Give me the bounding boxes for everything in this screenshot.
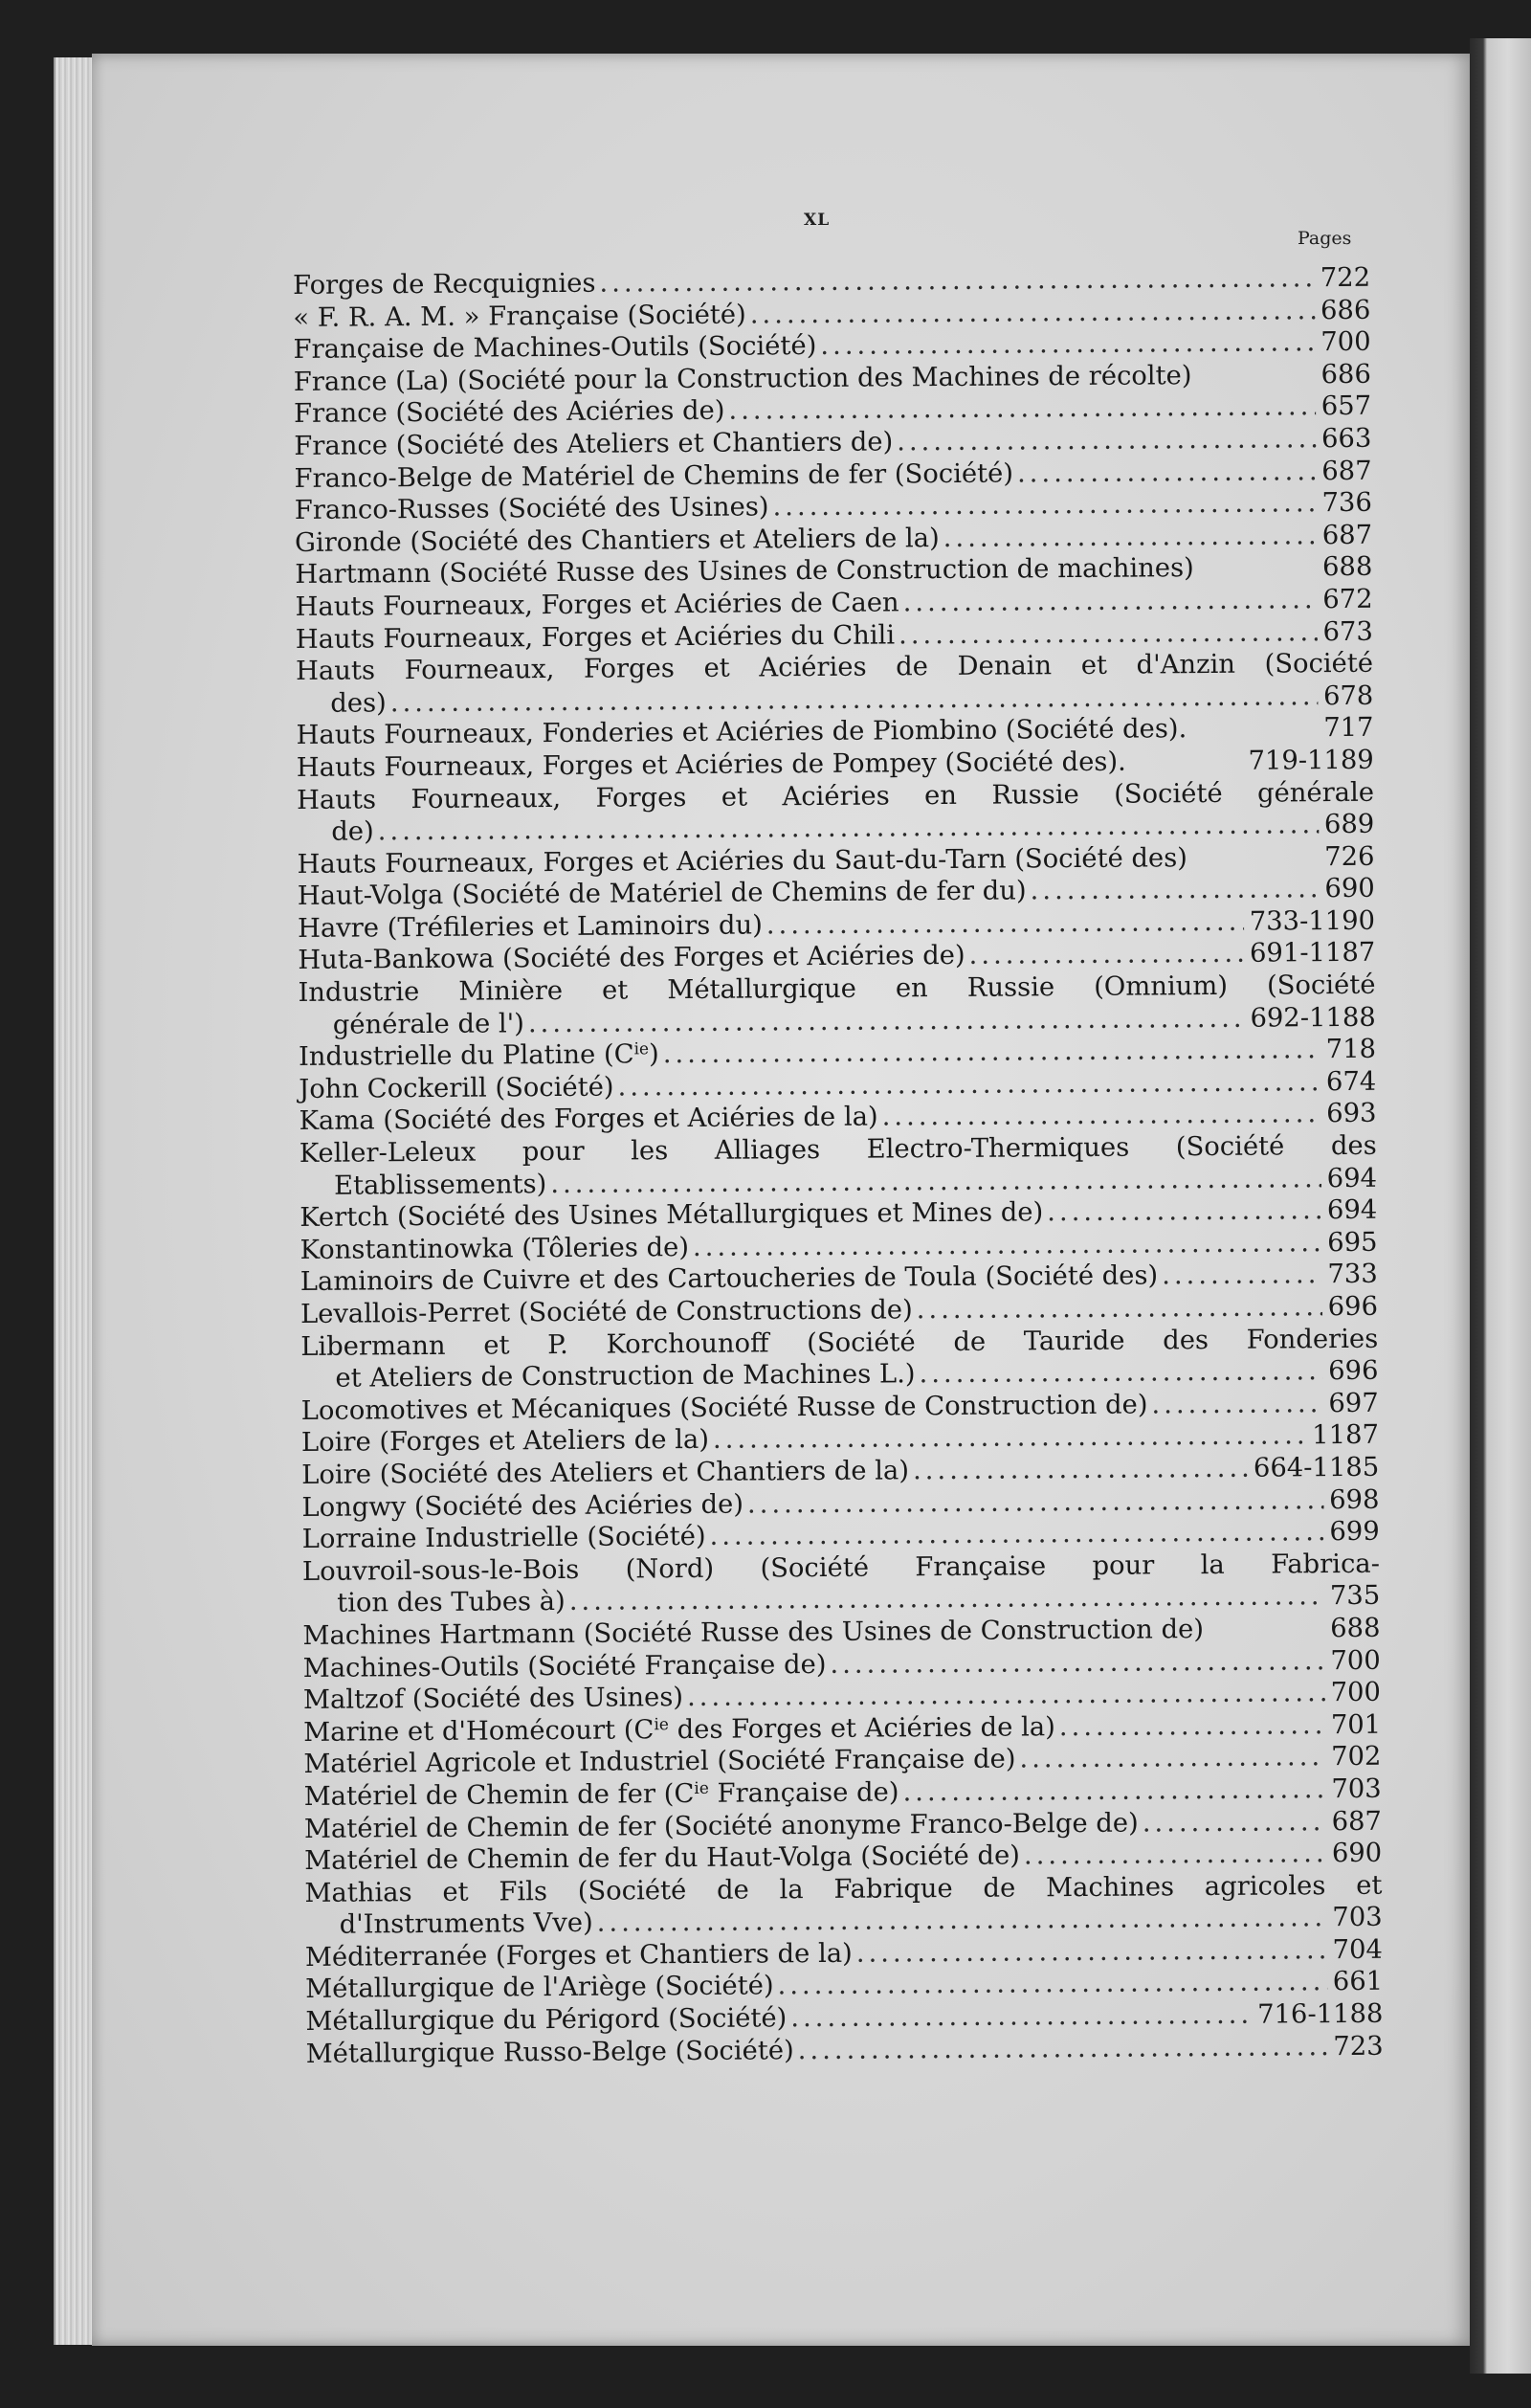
entry-pages: 686 — [1320, 359, 1371, 390]
entry-name: Locomotives et Mécaniques (Société Russe de Construction de) — [300, 1390, 1148, 1426]
entry-name: Huta-Bankowa (Société des Forges et Aciéries de) — [298, 941, 965, 976]
entry-superscript: ie — [694, 1778, 709, 1798]
dot-leader — [1059, 1709, 1325, 1744]
entry-name — [299, 1038, 659, 1073]
dot-leader — [777, 1967, 1327, 2003]
entry-pages: 687 — [1331, 1806, 1383, 1837]
dot-leader — [899, 616, 1318, 652]
entry-pages: 700 — [1330, 1645, 1381, 1676]
dot-leader — [1017, 456, 1317, 490]
index-entry — [296, 648, 1373, 720]
index-entry — [302, 1548, 1380, 1619]
entry-name: Française de Machines-Outils (Société) — [293, 331, 817, 366]
entry-pages: 661 — [1332, 1967, 1384, 1997]
index-entry — [300, 1130, 1377, 1202]
entry-pages: 722 — [1320, 262, 1371, 294]
entry-name: Hauts Fourneaux, Forges et Aciéries du Saut-du-Tarn (Société des) — [297, 842, 1188, 880]
entry-name — [304, 1776, 899, 1813]
entry-name: Loire (Société des Ateliers et Chantiers de la) — [301, 1456, 910, 1490]
entry-pages: 699 — [1329, 1516, 1380, 1548]
dot-leader — [1143, 1806, 1326, 1839]
entry-pages: 703 — [1332, 1902, 1383, 1933]
dot-leader — [687, 1677, 1325, 1713]
entry-pages: 701 — [1330, 1709, 1382, 1740]
entry-pages: 674 — [1325, 1066, 1377, 1097]
entry-pages: 700 — [1330, 1677, 1382, 1708]
entry-name: Loire (Forges et Ateliers de la) — [300, 1425, 710, 1459]
dot-leader — [747, 1484, 1323, 1521]
index-list — [293, 262, 1384, 2070]
entry-pages: 703 — [1331, 1773, 1382, 1804]
dot-leader — [728, 391, 1316, 428]
entry-pages: 694 — [1326, 1194, 1378, 1226]
entry-name-line2: d'Instruments Vve) — [339, 1908, 593, 1940]
entry-name: Hauts Fourneaux, Forges et Aciéries de Caen — [295, 588, 899, 622]
entry-name-part: Française de) — [708, 1777, 899, 1809]
entry-pages: 657 — [1320, 391, 1372, 422]
entry-pages: 687 — [1321, 520, 1373, 550]
entry-name: Machines-Outils (Société Française de) — [302, 1649, 827, 1683]
dot-leader — [798, 2031, 1328, 2067]
entry-pages: 723 — [1333, 2031, 1384, 2062]
entry-name: Matériel de Chemin de fer du Haut-Volga (Société de) — [304, 1840, 1021, 1877]
entry-name-line2: de) — [331, 816, 374, 847]
entry-name: Haut-Volga (Société de Matériel de Chemins de fer du) — [297, 876, 1027, 912]
entry-name: Kertch (Société des Usines Métallurgiques et Mines de) — [300, 1197, 1044, 1234]
entry-name: Forges de Recquignies — [293, 268, 596, 301]
entry-pages: 693 — [1326, 1099, 1377, 1129]
entry-name-part: Marine et d'Homécourt (C — [303, 1714, 655, 1748]
entry-name-line1: Mathias et Fils (Société de la Fabrique de Machines agricoles et — [304, 1870, 1383, 1908]
dot-leader — [663, 1034, 1320, 1071]
entry-pages: 736 — [1321, 487, 1372, 519]
dot-leader — [1162, 1260, 1322, 1293]
dot-leader — [913, 1453, 1248, 1487]
entry-name: Levallois-Perret (Société de Constructions de) — [300, 1295, 913, 1329]
entry-name-line2: des) — [330, 688, 387, 719]
dot-leader — [917, 1291, 1322, 1327]
dot-leader — [569, 1580, 1324, 1617]
entry-pages: 664-1185 — [1253, 1452, 1380, 1483]
entry-pages: 698 — [1329, 1484, 1380, 1515]
entry-pages: 672 — [1322, 584, 1373, 615]
entry-name — [303, 1711, 1055, 1749]
entry-pages: 691-1187 — [1249, 938, 1376, 970]
entry-name: Konstantinowka (Tôleries de) — [300, 1232, 690, 1265]
entry-name: Hartmann (Société Russe des Usines de Construction de machines) — [295, 553, 1194, 591]
entry-pages: 697 — [1328, 1388, 1379, 1418]
entry-name: Machines Hartmann (Société Russe des Usines de Construction de) — [302, 1614, 1205, 1651]
dot-leader — [830, 1645, 1324, 1681]
entry-name-part: Matériel de Chemin de fer (C — [303, 1778, 695, 1812]
dot-leader — [617, 1066, 1320, 1104]
dot-leader — [599, 262, 1315, 300]
dot-leader — [903, 584, 1318, 619]
entry-name: Hauts Fourneaux, Forges et Aciéries du Chili — [295, 619, 896, 655]
entry-name-line1: Keller-Leleux pour les Alliages Electro-Thermiques (Société des — [299, 1130, 1377, 1170]
entry-name: Laminoirs de Cuivre et des Cartoucheries de Toula (Société des) — [300, 1260, 1159, 1298]
entry-pages: 702 — [1331, 1742, 1382, 1773]
index-entry — [297, 776, 1374, 848]
dot-leader — [709, 1516, 1323, 1552]
entry-name-line1: Industrie Minière et Métallurgique en Russie (Omnium) (Société — [298, 970, 1376, 1009]
facing-page-edge — [1470, 38, 1531, 2374]
entry-name-line2: tion des Tubes à) — [337, 1587, 566, 1619]
entry-pages: 716-1188 — [1257, 1998, 1384, 2030]
entry-name: France (Société des Aciéries de) — [293, 396, 725, 430]
entry-pages: 735 — [1329, 1581, 1381, 1612]
entry-name: Maltzof (Société des Usines) — [302, 1683, 684, 1716]
dot-leader — [1019, 1741, 1325, 1775]
dot-leader — [1024, 1838, 1326, 1872]
dot-leader — [528, 1002, 1245, 1039]
entry-name-part: Industrielle du Platine (C — [298, 1039, 634, 1073]
entry-name: France (La) (Société pour la Construction des Machines de récolte) — [293, 360, 1192, 397]
dot-leader — [902, 1773, 1325, 1809]
entry-name: Franco-Russes (Société des Usines) — [294, 492, 769, 526]
dot-leader — [766, 906, 1244, 942]
entry-pages: 686 — [1320, 295, 1371, 325]
entry-pages: 690 — [1331, 1838, 1383, 1869]
entry-name-line2: générale de l') — [332, 1008, 525, 1040]
entry-pages: 718 — [1325, 1034, 1377, 1065]
entry-name: « F. R. A. M. » Française (Société) — [293, 300, 746, 333]
pages-column-label: Pages — [1298, 228, 1352, 249]
entry-name: Gironde (Société des Chantiers et Ateliers de la) — [294, 523, 940, 558]
entry-name-part: ) — [648, 1039, 659, 1070]
entry-pages: 689 — [1323, 809, 1375, 840]
dot-leader — [919, 1355, 1322, 1391]
dot-leader — [820, 326, 1315, 362]
dot-leader — [597, 1902, 1327, 1939]
entry-superscript: ie — [654, 1714, 669, 1734]
entry-pages: 696 — [1328, 1355, 1379, 1387]
entry-pages: 700 — [1320, 326, 1371, 358]
entry-pages: 688 — [1321, 552, 1373, 583]
dot-leader — [713, 1420, 1307, 1457]
dot-leader — [968, 938, 1244, 972]
dot-leader — [693, 1227, 1321, 1263]
entry-name: Métallurgique de l'Ariège (Société) — [305, 1971, 774, 2005]
entry-name-line2: et Ateliers de Construction de Machines L.) — [335, 1359, 916, 1394]
entry-pages: 696 — [1327, 1291, 1379, 1323]
entry-pages: 692-1188 — [1250, 1002, 1376, 1034]
index-entry — [298, 970, 1375, 1041]
entry-pages: 733 — [1327, 1260, 1378, 1290]
entry-name: Hauts Fourneaux, Fonderies et Aciéries de Piombino (Société des). — [296, 714, 1187, 751]
entry-pages: 688 — [1330, 1613, 1381, 1644]
dot-leader — [1030, 873, 1319, 907]
entry-pages: 726 — [1324, 841, 1375, 872]
entry-name: Kama (Société des Forges et Aciéries de la) — [299, 1102, 878, 1137]
dot-leader — [772, 487, 1316, 524]
entry-name-line1: Hauts Fourneaux, Forges et Aciéries de Denain et d'Anzin (Société — [295, 648, 1374, 687]
dot-leader — [790, 1999, 1252, 2035]
entry-name-line2: Etablissements) — [333, 1169, 547, 1201]
index-entry — [300, 1323, 1378, 1394]
entry-name: Hauts Fourneaux, Forges et Aciéries de Pompey (Société des). — [296, 747, 1126, 783]
entry-pages: 690 — [1324, 874, 1375, 904]
entry-pages: 717 — [1323, 713, 1374, 744]
entry-pages: 687 — [1321, 456, 1372, 486]
dot-leader — [1151, 1388, 1322, 1421]
entry-name: John Cockerill (Société) — [299, 1072, 614, 1104]
entry-pages: 678 — [1322, 680, 1374, 711]
entry-pages: 704 — [1332, 1934, 1384, 1965]
entry-name: Franco-Belge de Matériel de Chemins de fer (Société) — [294, 458, 1014, 494]
dot-leader — [882, 1099, 1321, 1134]
entry-name: Métallurgique Russo-Belge (Société) — [305, 2035, 794, 2069]
entry-pages: 663 — [1320, 423, 1372, 455]
entry-pages: 695 — [1327, 1227, 1378, 1258]
dot-leader — [856, 1934, 1327, 1970]
entry-superscript: ie — [633, 1039, 650, 1059]
entry-name: Matériel de Chemin de fer (Société anonyme Franco-Belge de) — [303, 1808, 1139, 1844]
entry-pages: 673 — [1322, 616, 1373, 647]
entry-name: Matériel Agricole et Industriel (Société Française de) — [303, 1744, 1016, 1780]
entry-name-line1: Louvroil-sous-le-Bois (Nord) (Société Française pour la Fabrica- — [301, 1549, 1381, 1587]
entry-pages: 694 — [1326, 1163, 1378, 1193]
entry-name-line1: Libermann et P. Korchounoff (Société de Tauride des Fonderies — [300, 1324, 1379, 1362]
entry-name: Métallurgique du Périgord (Société) — [305, 2003, 788, 2038]
entry-name: Lorraine Industrielle (Société) — [301, 1522, 706, 1555]
index-entry — [304, 1869, 1382, 1941]
entry-name: France (Société des Ateliers et Chantiers de) — [294, 427, 894, 461]
entry-name: Longwy (Société des Aciéries de) — [301, 1489, 744, 1523]
dot-leader — [943, 520, 1317, 554]
entry-name: Méditerranée (Forges et Chantiers de la) — [304, 1938, 853, 1973]
dot-leader — [1047, 1194, 1321, 1229]
dot-leader — [897, 423, 1316, 458]
entry-pages: 719-1189 — [1248, 745, 1374, 776]
page-number-roman: XL — [804, 211, 831, 230]
entry-name-part: des Forges et Aciéries de la) — [668, 1711, 1055, 1745]
entry-pages: 1187 — [1312, 1420, 1380, 1451]
dot-leader — [750, 295, 1316, 331]
entry-name: Havre (Tréfileries et Laminoirs du) — [297, 910, 763, 944]
entry-name-line1: Hauts Fourneaux, Forges et Aciéries en Russie (Société générale — [296, 777, 1375, 815]
entry-pages: 733-1190 — [1249, 905, 1376, 937]
